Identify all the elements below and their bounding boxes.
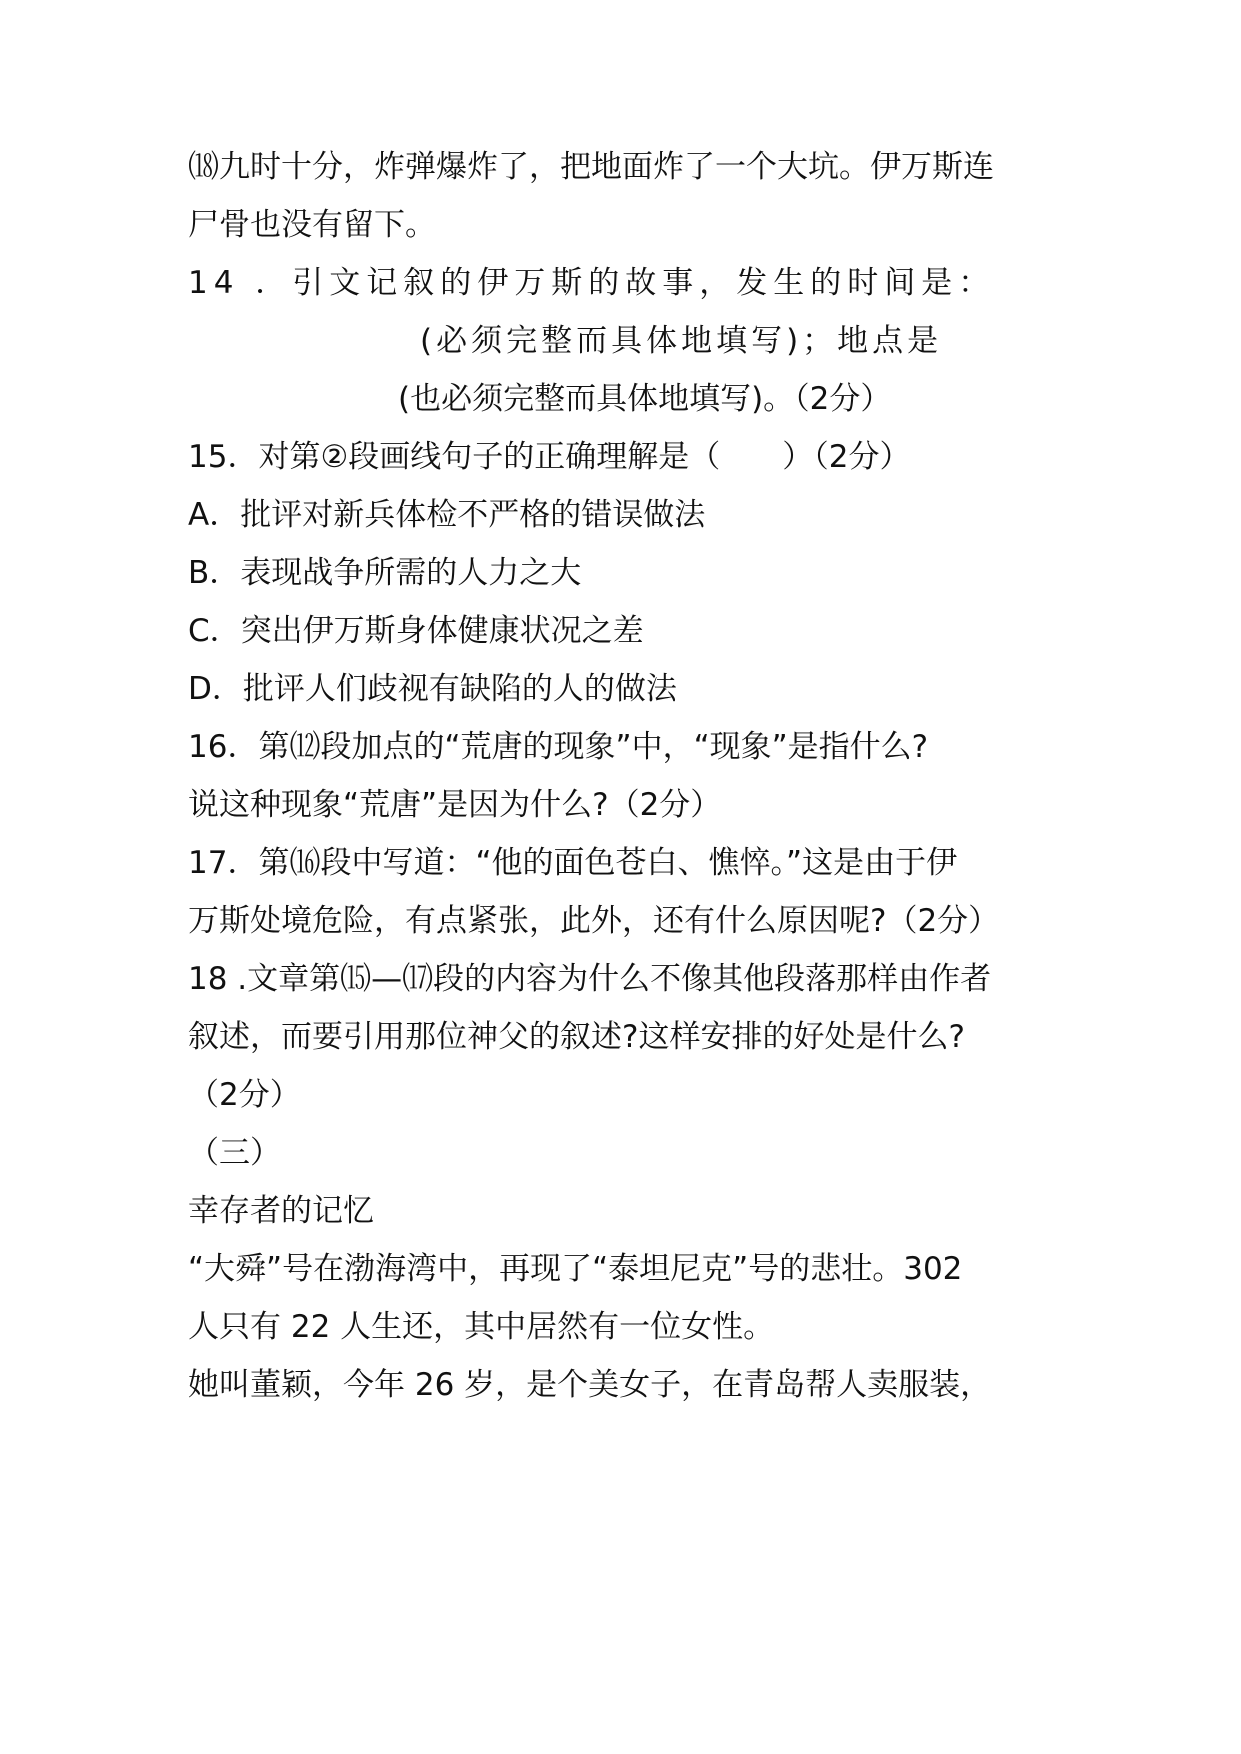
- text-line: 尸骨也没有留下。: [188, 207, 436, 243]
- question-17-line-2: 万斯处境危险，有点紧张，此外，还有什么原因呢?（2分）: [188, 903, 1000, 939]
- option-d: D．批评人们歧视有缺陷的人的做法: [188, 671, 677, 707]
- question-18-line-3: （2分）: [188, 1077, 301, 1113]
- question-17-line-1: 17．第⒃段中写道：“他的面色苍白、憔悴。”这是由于伊: [188, 845, 958, 881]
- paragraph-line: 人只有 22 人生还，其中居然有一位女性。: [188, 1309, 775, 1345]
- question-16-line-1: 16．第⑿段加点的“荒唐的现象”中，“现象”是指什么?: [188, 729, 929, 765]
- paragraph-line: 她叫董颖，今年 26 岁，是个美女子，在青岛帮人卖服装，: [188, 1367, 992, 1403]
- question-16-line-2: 说这种现象“荒唐”是因为什么?（2分）: [188, 787, 722, 823]
- question-14-line-3: (也必须完整而具体地填写)。（2分）: [398, 381, 892, 417]
- question-15: 15．对第②段画线句子的正确理解是（ ）（2分）: [188, 439, 911, 475]
- section-heading: （三）: [188, 1135, 281, 1171]
- option-a: A．批评对新兵体检不严格的错误做法: [188, 497, 706, 533]
- question-18-line-1: 18 .文章第⒂—⒄段的内容为什么不像其他段落那样由作者: [188, 961, 992, 997]
- text-line: ⒅九时十分，炸弹爆炸了，把地面炸了一个大坑。伊万斯连: [188, 149, 994, 185]
- article-title: 幸存者的记忆: [188, 1193, 374, 1229]
- question-14-line-2: (必须完整而具体地填写)；地点是: [420, 323, 943, 359]
- option-c: C．突出伊万斯身体健康状况之差: [188, 613, 644, 649]
- question-18-line-2: 叙述，而要引用那位神父的叙述?这样安排的好处是什么?: [188, 1019, 965, 1055]
- paragraph-line: “大舜”号在渤海湾中，再现了“泰坦尼克”号的悲壮。302: [188, 1251, 963, 1287]
- question-14-line-1: 14 ．引文记叙的伊万斯的故事，发生的时间是：: [188, 265, 996, 301]
- option-b: B．表现战争所需的人力之大: [188, 555, 582, 591]
